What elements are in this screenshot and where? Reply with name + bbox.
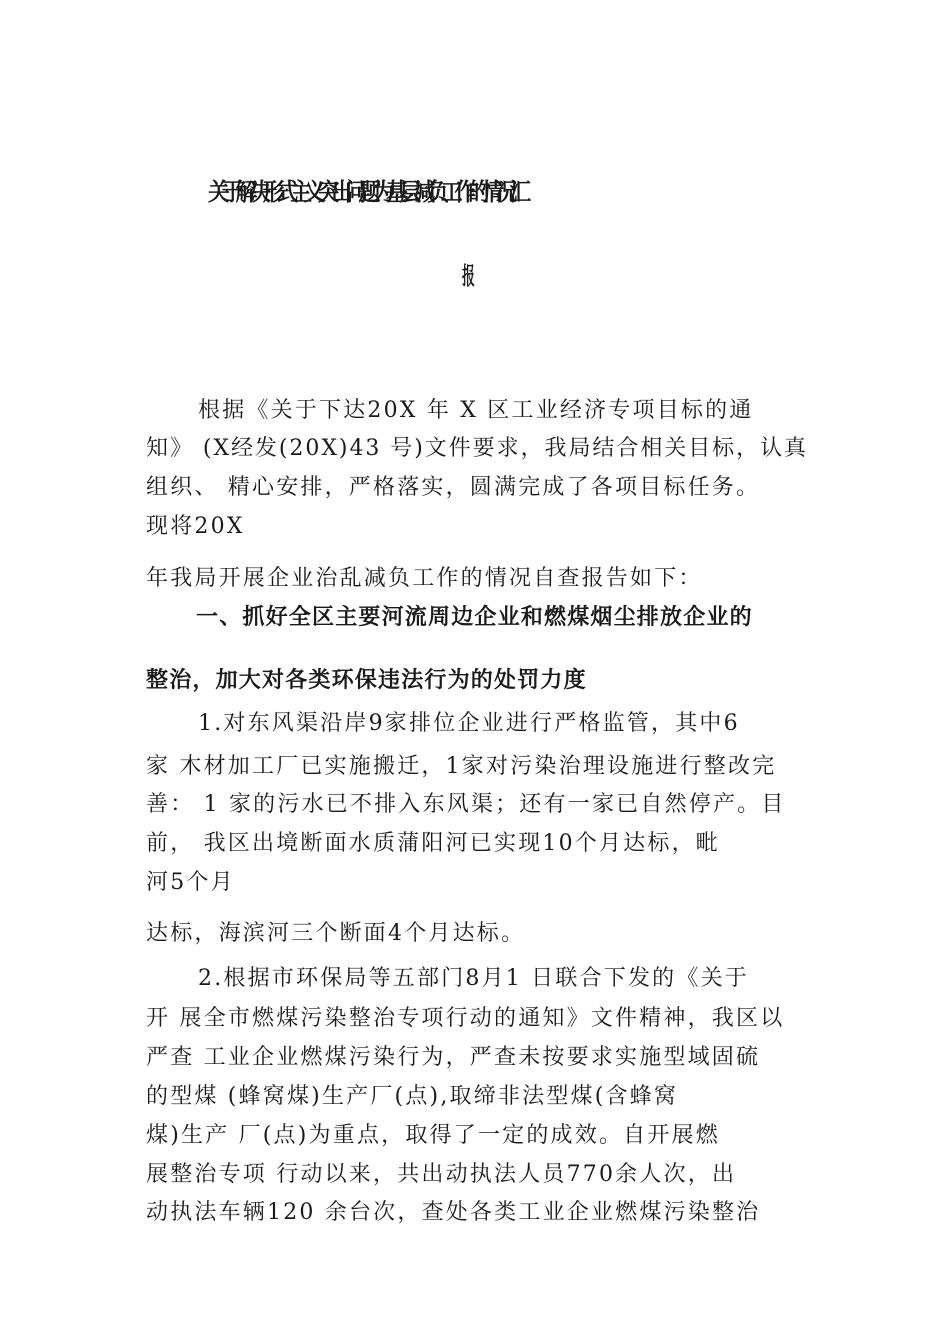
item1-line-4: 前， 我区出境断面水质蒲阳河已实现10个月达标，毗 — [146, 831, 720, 856]
item2-line-6: 展整治专项 行动以来，共出动执法人员770余人次，出 — [146, 1162, 737, 1187]
section1-heading-line1: 一、抓好全区主要河流周边企业和燃煤烟尘排放企业的 — [196, 605, 753, 630]
document-title-line1: 关于解决形式主义突出问题为基层减负工作的情况汇 — [208, 178, 523, 206]
section1-heading-line2: 整治，加大对各类环保违法行为的处罚力度 — [146, 668, 587, 693]
intro-line-3: 组织、 精心安排，严格落实，圆满完成了各项目标任务。 — [146, 475, 761, 500]
item2-line-3: 严查 工业企业燃煤污染行为，严查未按要求实施型域固硫 — [146, 1045, 761, 1070]
intro-line-4: 现将20X — [146, 514, 245, 539]
item1-line-3: 善： 1 家的污水已不排入东风渠；还有一家已自然停产。目 — [146, 792, 786, 817]
item2-line-4: 的型煤 (蜂窝煤)生产厂(点),取缔非法型煤(含蜂窝 — [146, 1084, 679, 1109]
item2-line-2: 开 展全市燃煤污染整治专项行动的通知》文件精神，我区以 — [146, 1006, 785, 1031]
intro-line-2: 知》 (X经发(20X)43 号)文件要求，我局结合相关目标，认真 — [146, 436, 808, 461]
item2-line-7: 动执法车辆120 余台次，查处各类工业企业燃煤污染整治 — [146, 1200, 761, 1225]
document-title-line2: 报 — [462, 262, 470, 290]
item1-line-1: 1.对东风渠沿岸9家排位企业进行严格监管，其中6 — [198, 711, 740, 736]
intro-line-5: 年我局开展企业治乱减负工作的情况自查报告如下： — [146, 566, 703, 591]
item1-line-5: 河5个月 — [146, 870, 235, 895]
item2-line-1: 2.根据市环保局等五部门8月1 日联合下发的《关于 — [198, 966, 749, 991]
item1-line-6: 达标，海滨河三个断面4个月达标。 — [146, 921, 526, 946]
item1-line-2: 家 木材加工厂已实施搬迁，1家对污染治理设施进行整改完 — [146, 754, 777, 779]
intro-line-1: 根据《关于下达20X 年 X 区工业经济专项目标的通 — [198, 398, 754, 423]
item2-line-5: 煤)生产 厂(点)为重点，取得了一定的成效。自开展燃 — [146, 1123, 720, 1148]
